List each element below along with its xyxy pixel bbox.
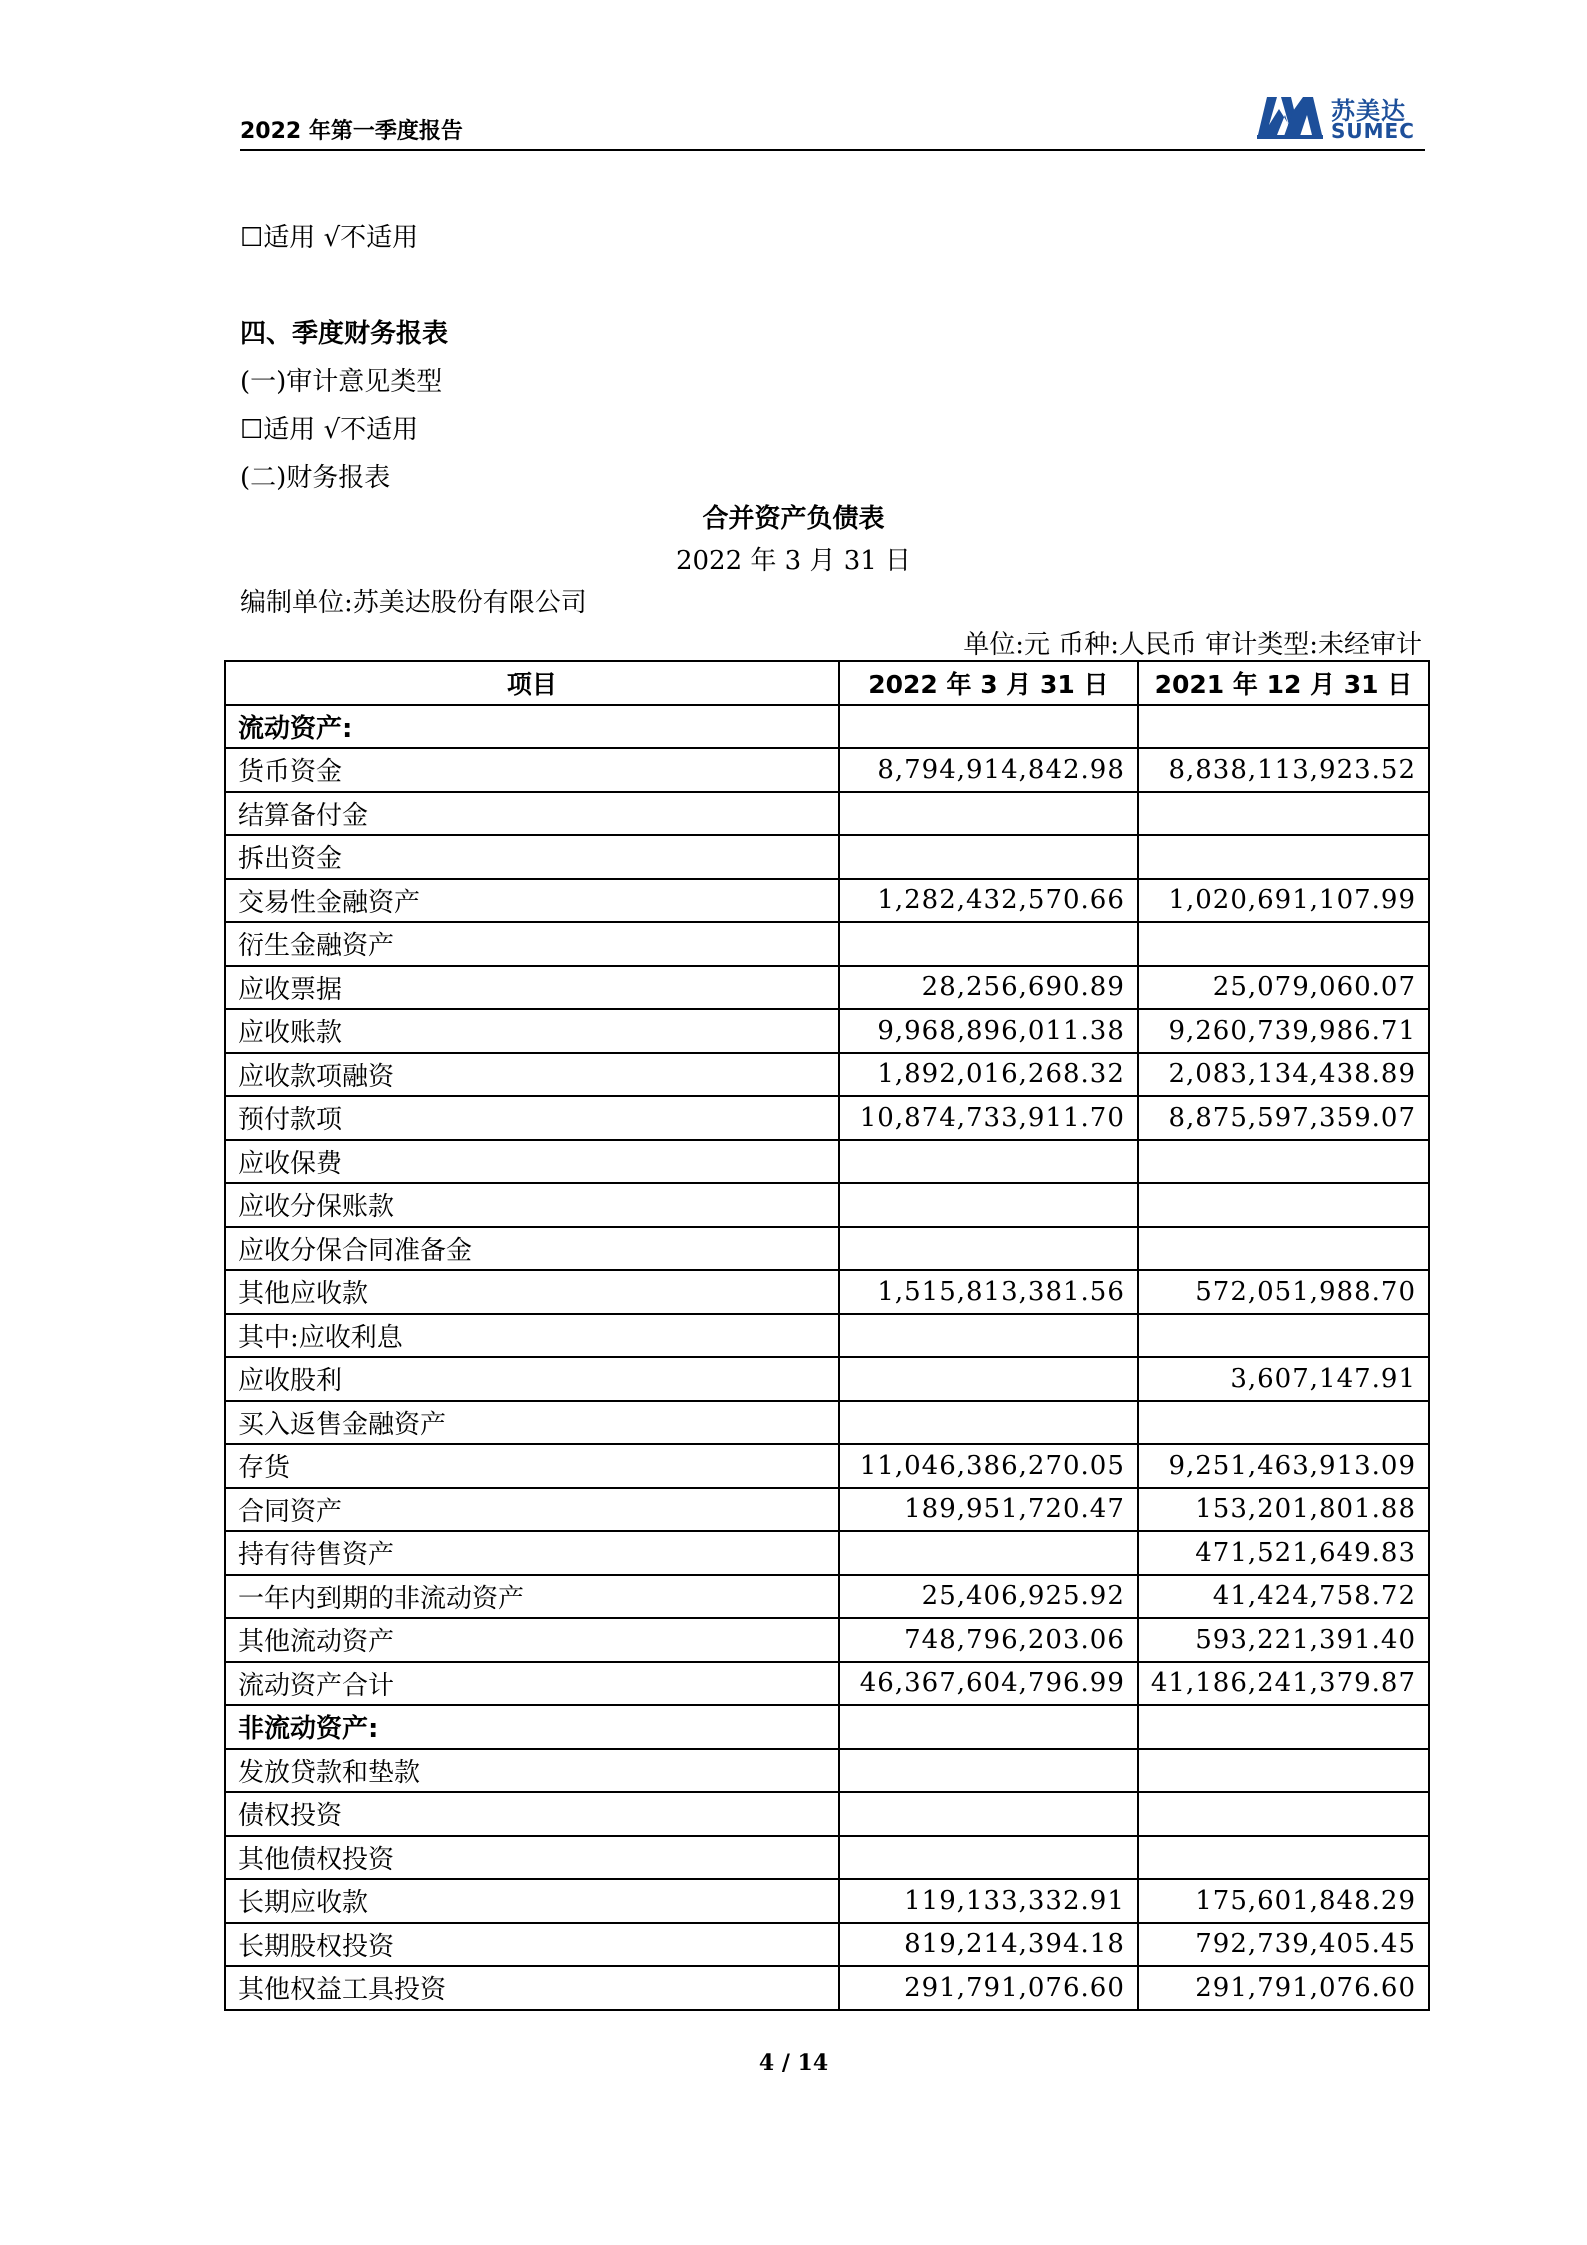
value-2021: 2,083,134,438.89	[1138, 1053, 1429, 1097]
row-label: 其他应收款	[225, 1270, 839, 1314]
value-2021: 153,201,801.88	[1138, 1488, 1429, 1532]
value-2022: 10,874,733,911.70	[839, 1096, 1138, 1140]
value-2021: 593,221,391.40	[1138, 1618, 1429, 1662]
page-header	[240, 95, 1425, 151]
value-2021: 8,838,113,923.52	[1138, 748, 1429, 792]
table-row	[225, 1575, 1429, 1619]
value-2022	[839, 1705, 1138, 1749]
table-row	[225, 705, 1429, 749]
value-2021	[1138, 835, 1429, 879]
row-label: 应收分保合同准备金	[225, 1227, 839, 1271]
table-row	[225, 1444, 1429, 1488]
row-label: 应收账款	[225, 1009, 839, 1053]
row-label: 长期股权投资	[225, 1923, 839, 1967]
financial-statements-heading: (二)财务报表	[240, 463, 391, 493]
value-2022	[839, 1792, 1138, 1836]
row-label: 其他债权投资	[225, 1836, 839, 1880]
table-row	[225, 1270, 1429, 1314]
table-header-row	[225, 661, 1429, 705]
row-label: 发放贷款和垫款	[225, 1749, 839, 1793]
table-row	[225, 1183, 1429, 1227]
balance-sheet-table	[224, 660, 1430, 2011]
row-label: 买入返售金融资产	[225, 1401, 839, 1445]
value-2021	[1138, 1836, 1429, 1880]
table-title: 合并资产负债表	[702, 504, 885, 534]
table-row	[225, 1662, 1429, 1706]
value-2022	[839, 1227, 1138, 1271]
table-row	[225, 1923, 1429, 1967]
row-label: 长期应收款	[225, 1879, 839, 1923]
value-2022	[839, 1357, 1138, 1401]
value-2022: 11,046,386,270.05	[839, 1444, 1138, 1488]
row-label: 货币资金	[225, 748, 839, 792]
value-2022: 119,133,332.91	[839, 1879, 1138, 1923]
table-row	[225, 792, 1429, 836]
table-row	[225, 1531, 1429, 1575]
value-2021	[1138, 1792, 1429, 1836]
value-2022	[839, 1836, 1138, 1880]
table-row	[225, 1488, 1429, 1532]
table-row	[225, 1966, 1429, 2010]
value-2022: 1,892,016,268.32	[839, 1053, 1138, 1097]
value-2022	[839, 1314, 1138, 1358]
value-2022: 46,367,604,796.99	[839, 1662, 1138, 1706]
row-label: 应收股利	[225, 1357, 839, 1401]
value-2021: 1,020,691,107.99	[1138, 879, 1429, 923]
value-2022: 819,214,394.18	[839, 1923, 1138, 1967]
table-row	[225, 1140, 1429, 1184]
table-row	[225, 1879, 1429, 1923]
section-title: 四、季度财务报表	[240, 319, 449, 349]
row-label: 拆出资金	[225, 835, 839, 879]
column-header-item: 项目	[225, 661, 839, 705]
row-label: 合同资产	[225, 1488, 839, 1532]
value-2021	[1138, 1140, 1429, 1184]
value-2022	[839, 705, 1138, 749]
row-label: 其他流动资产	[225, 1618, 839, 1662]
row-label: 应收票据	[225, 966, 839, 1010]
value-2021	[1138, 705, 1429, 749]
row-label: 交易性金融资产	[225, 879, 839, 923]
row-label: 其中:应收利息	[225, 1314, 839, 1358]
value-2022: 25,406,925.92	[839, 1575, 1138, 1619]
sumec-logo-icon	[1255, 91, 1325, 141]
value-2021	[1138, 1183, 1429, 1227]
applicable-line-1: ☐适用 √不适用	[240, 223, 419, 253]
row-label: 存货	[225, 1444, 839, 1488]
value-2021	[1138, 1749, 1429, 1793]
value-2021: 792,739,405.45	[1138, 1923, 1429, 1967]
column-header-2022: 2022 年 3 月 31 日	[839, 661, 1138, 705]
row-label: 非流动资产:	[225, 1705, 839, 1749]
row-label: 持有待售资产	[225, 1531, 839, 1575]
value-2021: 9,260,739,986.71	[1138, 1009, 1429, 1053]
value-2022	[839, 792, 1138, 836]
column-header-2021: 2021 年 12 月 31 日	[1138, 661, 1429, 705]
table-row	[225, 966, 1429, 1010]
table-row	[225, 1792, 1429, 1836]
row-label: 应收款项融资	[225, 1053, 839, 1097]
table-row	[225, 1705, 1429, 1749]
value-2022	[839, 1531, 1138, 1575]
row-label: 应收保费	[225, 1140, 839, 1184]
row-label: 衍生金融资产	[225, 922, 839, 966]
table-row	[225, 1357, 1429, 1401]
value-2021: 41,424,758.72	[1138, 1575, 1429, 1619]
table-row	[225, 1314, 1429, 1358]
table-row	[225, 1618, 1429, 1662]
sumec-logo	[1255, 91, 1425, 143]
preparer-line: 编制单位:苏美达股份有限公司	[240, 588, 587, 618]
value-2021: 9,251,463,913.09	[1138, 1444, 1429, 1488]
table-row	[225, 1053, 1429, 1097]
row-label: 应收分保账款	[225, 1183, 839, 1227]
value-2021: 471,521,649.83	[1138, 1531, 1429, 1575]
value-2022: 9,968,896,011.38	[839, 1009, 1138, 1053]
value-2022: 1,515,813,381.56	[839, 1270, 1138, 1314]
value-2022: 748,796,203.06	[839, 1618, 1138, 1662]
row-label: 预付款项	[225, 1096, 839, 1140]
value-2022	[839, 1140, 1138, 1184]
logo-text-cn: 苏美达	[1331, 97, 1406, 125]
value-2022: 291,791,076.60	[839, 1966, 1138, 2010]
table-row	[225, 1401, 1429, 1445]
table-row	[225, 922, 1429, 966]
table-row	[225, 1227, 1429, 1271]
value-2021	[1138, 922, 1429, 966]
value-2021	[1138, 1227, 1429, 1271]
logo-text-en: SUMEC	[1331, 119, 1415, 143]
row-label: 流动资产合计	[225, 1662, 839, 1706]
value-2021: 175,601,848.29	[1138, 1879, 1429, 1923]
row-label: 其他权益工具投资	[225, 1966, 839, 2010]
value-2022	[839, 1401, 1138, 1445]
row-label: 流动资产:	[225, 705, 839, 749]
row-label: 一年内到期的非流动资产	[225, 1575, 839, 1619]
table-row	[225, 1749, 1429, 1793]
table-row	[225, 1009, 1429, 1053]
audit-opinion-heading: (一)审计意见类型	[240, 367, 443, 397]
table-row	[225, 879, 1429, 923]
row-label: 债权投资	[225, 1792, 839, 1836]
value-2021	[1138, 792, 1429, 836]
value-2022	[839, 835, 1138, 879]
value-2022: 189,951,720.47	[839, 1488, 1138, 1532]
page-number: 4 / 14	[758, 2050, 829, 2076]
value-2021	[1138, 1314, 1429, 1358]
value-2022: 28,256,690.89	[839, 966, 1138, 1010]
table-row	[225, 835, 1429, 879]
table-row	[225, 1836, 1429, 1880]
value-2021	[1138, 1705, 1429, 1749]
report-title: 2022 年第一季度报告	[240, 119, 463, 144]
value-2021: 291,791,076.60	[1138, 1966, 1429, 2010]
value-2021: 41,186,241,379.87	[1138, 1662, 1429, 1706]
table-date: 2022 年 3 月 31 日	[675, 546, 912, 576]
value-2022	[839, 1749, 1138, 1793]
unit-line: 单位:元 币种:人民币 审计类型:未经审计	[963, 630, 1422, 660]
value-2021: 8,875,597,359.07	[1138, 1096, 1429, 1140]
table-row	[225, 1096, 1429, 1140]
value-2022: 8,794,914,842.98	[839, 748, 1138, 792]
value-2022: 1,282,432,570.66	[839, 879, 1138, 923]
value-2021: 572,051,988.70	[1138, 1270, 1429, 1314]
value-2022	[839, 1183, 1138, 1227]
value-2022	[839, 922, 1138, 966]
row-label: 结算备付金	[225, 792, 839, 836]
value-2021	[1138, 1401, 1429, 1445]
table-row	[225, 748, 1429, 792]
value-2021: 3,607,147.91	[1138, 1357, 1429, 1401]
applicable-line-2: ☐适用 √不适用	[240, 415, 419, 445]
value-2021: 25,079,060.07	[1138, 966, 1429, 1010]
